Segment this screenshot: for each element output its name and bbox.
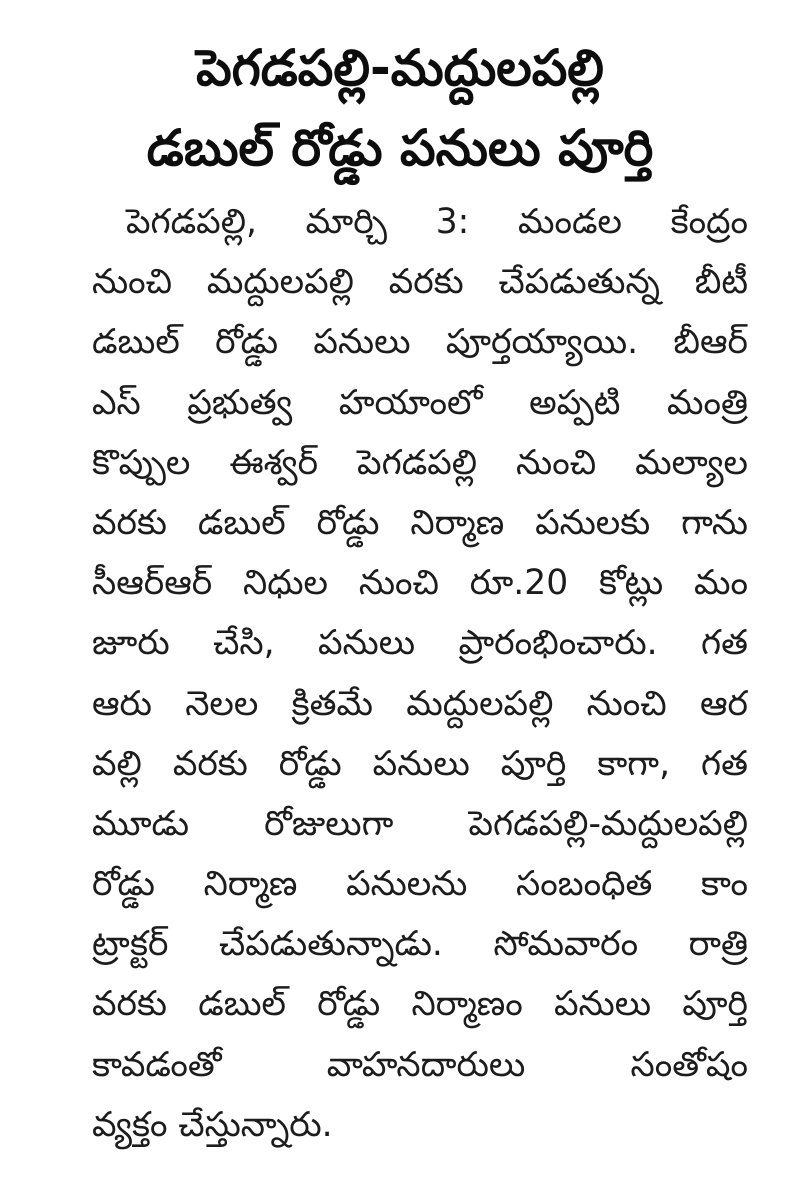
headline-line-2: డబుల్ రోడ్డు పనులు పూర్తి bbox=[146, 119, 654, 177]
article-line: ఎస్ ప్రభుత్వ హయాంలో అప్పటి మంత్రి bbox=[92, 382, 748, 423]
article-line: డబుల్ రోడ్డు పనులు పూర్తయ్యాయి. బీఆర్ bbox=[92, 322, 748, 363]
article-line: వరకు డబుల్ రోడ్డు నిర్మాణం పనులు పూర్తి bbox=[92, 984, 748, 1025]
article-line: కొప్పుల ఈశ్వర్ పెగడపల్లి నుంచి మల్యాల bbox=[92, 442, 748, 483]
article-line: ఆరు నెలల క్రితమే మద్దులపల్లి నుంచి ఆర bbox=[92, 683, 748, 724]
article-line: నుంచి మద్దులపల్లి వరకు చేపడుతున్న బీటీ bbox=[92, 262, 748, 303]
headline-line-1: పెగడపల్లి-మద్దులపల్లి bbox=[196, 39, 604, 97]
article-line: వల్లి వరకు రోడ్డు పనులు పూర్తి కాగా, గత bbox=[92, 743, 748, 784]
article-body bbox=[92, 192, 748, 1155]
article-line: వరకు డబుల్ రోడ్డు నిర్మాణ పనులకు గాను bbox=[92, 502, 748, 543]
article-line: ట్రాక్టర్ చేపడుతున్నాడు. సోమవారం రాత్రి bbox=[92, 924, 748, 965]
article-line: పెగడపల్లి, మార్చి 3: మండల కేంద్రం bbox=[126, 202, 748, 242]
article-line: సీఆర్ఆర్ నిధుల నుంచి రూ.20 కోట్లు మం bbox=[92, 563, 748, 604]
article-line: వ్యక్తం చేస్తున్నారు. bbox=[92, 1104, 333, 1145]
article-line: కావడంతో వాహనదారులు సంతోషం bbox=[92, 1044, 748, 1085]
article-line: రోడ్డు నిర్మాణ పనులను సంబంధిత కాం bbox=[92, 864, 748, 905]
article-line: మూడు రోజులుగా పెగడపల్లి-మద్దులపల్లి bbox=[92, 803, 748, 844]
clipped-next-text-fragment bbox=[400, 1179, 720, 1203]
article-line: జూరు చేసి, పనులు ప్రారంభించారు. గత bbox=[92, 623, 748, 664]
clipped-previous-text-fragment bbox=[130, 0, 650, 8]
